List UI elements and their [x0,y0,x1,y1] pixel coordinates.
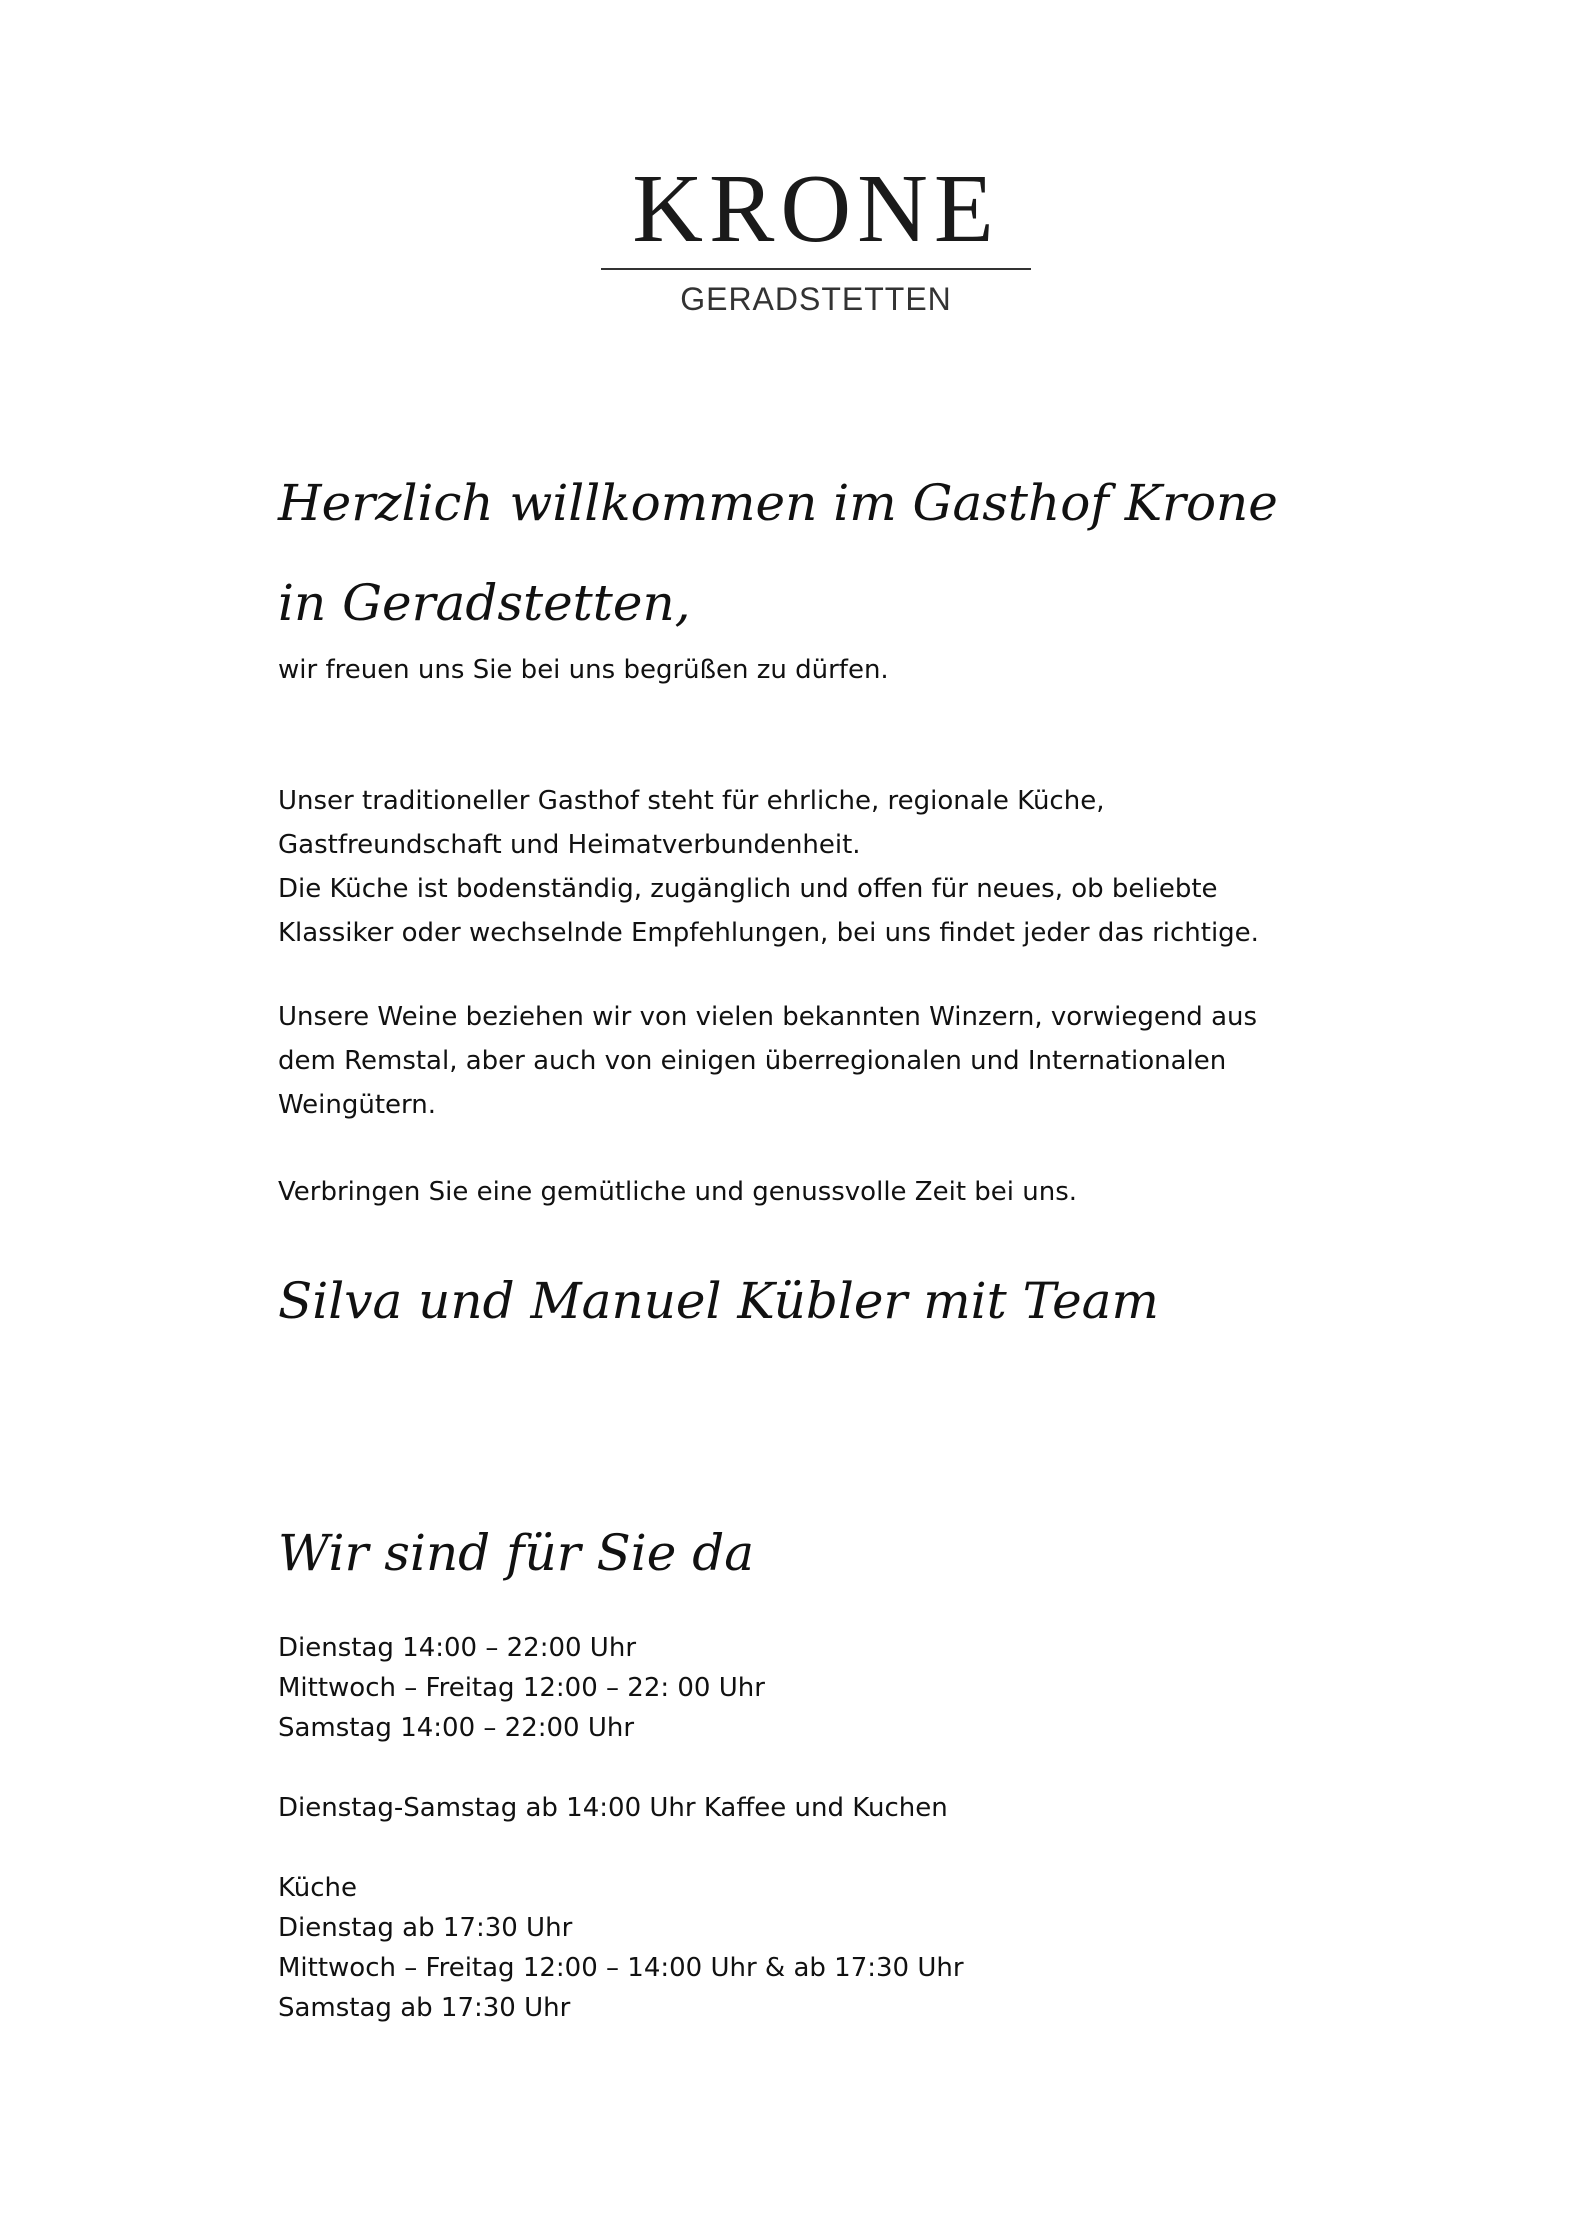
wine-paragraph [278,995,1257,1127]
logo [596,155,1036,317]
logo-wordmark: KRONE [632,155,1000,263]
intro-line: Gastfreundschaft und Heimatverbundenheit. [278,830,861,860]
intro-line: Unser traditioneller Gasthof steht für ehrliche, regionale Küche, [278,786,1105,816]
welcome-subline: wir freuen uns Sie bei uns begrüßen zu dürfen. [278,655,889,685]
welcome-heading-line-2: in Geradstetten, [278,574,691,632]
logo-location: GERADSTETTEN [680,281,952,317]
kitchen-hours-item: Mittwoch – Freitag 12:00 – 14:00 Uhr & ab 17:30 Uhr [278,1953,964,1983]
wine-line: Unsere Weine beziehen wir von vielen bekannten Winzern, vorwiegend aus [278,1002,1258,1032]
opening-hours-item: Mittwoch – Freitag 12:00 – 22: 00 Uhr [278,1673,765,1703]
logo-divider [601,268,1031,270]
wine-line: dem Remstal, aber auch von einigen überregionalen und Internationalen [278,1046,1227,1076]
opening-hours-item: Samstag 14:00 – 22:00 Uhr [278,1713,635,1743]
intro-line: Die Küche ist bodenständig, zugänglich und offen für neues, ob beliebte [278,874,1218,904]
signature: Silva und Manuel Kübler mit Team [278,1272,1159,1330]
kitchen-hours-list [278,1868,964,2028]
coffee-hours: Dienstag-Samstag ab 14:00 Uhr Kaffee und Kuchen [278,1793,948,1823]
welcome-heading-line-1: Herzlich willkommen im Gasthof Krone [278,474,1278,532]
closing-sentence: Verbringen Sie eine gemütliche und genussvolle Zeit bei uns. [278,1177,1078,1207]
opening-hours-list [278,1628,765,1748]
kitchen-label: Küche [278,1873,358,1903]
opening-hours-item: Dienstag 14:00 – 22:00 Uhr [278,1633,637,1663]
wine-line: Weingütern. [278,1090,437,1120]
kitchen-hours-item: Samstag ab 17:30 Uhr [278,1993,571,2023]
hours-heading: Wir sind für Sie da [278,1524,755,1582]
kitchen-hours-item: Dienstag ab 17:30 Uhr [278,1913,573,1943]
intro-paragraph [278,779,1259,955]
intro-line: Klassiker oder wechselnde Empfehlungen, bei uns findet jeder das richtige. [278,918,1259,948]
